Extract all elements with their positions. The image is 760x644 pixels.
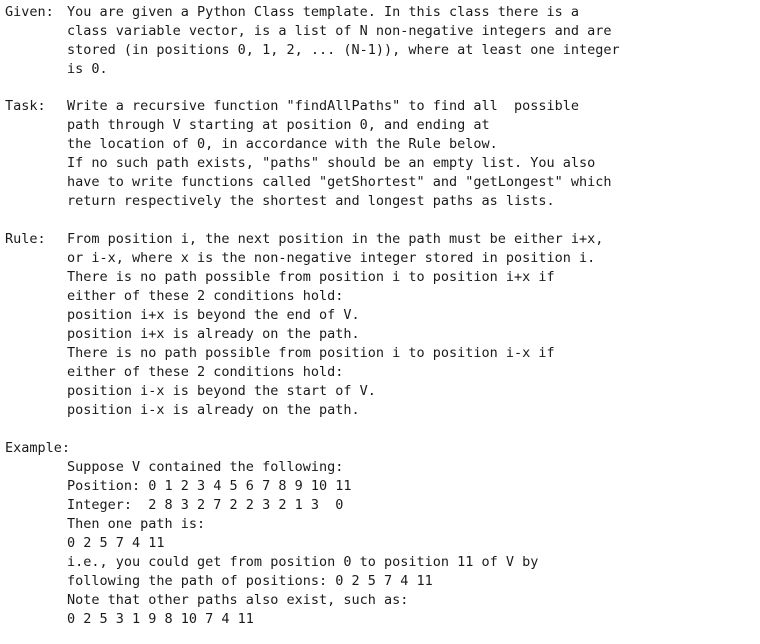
given-line-4: is 0. [67, 61, 108, 77]
rule-line-10: position i-x is already on the path. [67, 402, 360, 418]
example-line-1: Suppose V contained the following: [67, 459, 344, 475]
rule-label: Rule: [5, 231, 46, 247]
task-line-2: path through V starting at position 0, and ending at [67, 117, 490, 133]
rule-line-7: There is no path possible from position i to position i-x if [67, 345, 555, 361]
example-line-6: i.e., you could get from position 0 to position 11 of V by [67, 554, 539, 570]
task-line-1: Write a recursive function "findAllPaths" to find all possible [67, 98, 580, 114]
example-line-2: Position: 0 1 2 3 4 5 6 7 8 9 10 11 [67, 478, 352, 494]
given-label: Given: [5, 4, 54, 20]
rule-line-4: either of these 2 conditions hold: [67, 288, 344, 304]
rule-line-8: either of these 2 conditions hold: [67, 364, 344, 380]
task-label: Task: [5, 98, 46, 114]
rule-line-9: position i-x is beyond the start of V. [67, 383, 376, 399]
task-line-3: the location of 0, in accordance with the Rule below. [67, 136, 498, 152]
given-line-3: stored (in positions 0, 1, 2, ... (N-1)), where at least one integer [67, 42, 620, 58]
given-line-2: class variable vector, is a list of N non-negative integers and are [67, 23, 612, 39]
rule-line-6: position i+x is already on the path. [67, 326, 360, 342]
rule-line-5: position i+x is beyond the end of V. [67, 307, 360, 323]
rule-line-3: There is no path possible from position i to position i+x if [67, 269, 555, 285]
example-line-8: Note that other paths also exist, such as: [67, 592, 409, 608]
given-line-1: You are given a Python Class template. In this class there is a [67, 4, 580, 20]
example-line-4: Then one path is: [67, 516, 206, 532]
example-line-3: Integer: 2 8 3 2 7 2 2 3 2 1 3 0 [67, 497, 344, 513]
rule-line-2: or i-x, where x is the non-negative integer stored in position i. [67, 250, 596, 266]
example-line-9: 0 2 5 3 1 9 8 10 7 4 11 [67, 611, 254, 627]
task-line-5: have to write functions called "getShortest" and "getLongest" which [67, 174, 612, 190]
example-line-7: following the path of positions: 0 2 5 7 4 11 [67, 573, 433, 589]
example-label: Example: [5, 440, 71, 456]
example-line-5: 0 2 5 7 4 11 [67, 535, 165, 551]
task-line-4: If no such path exists, "paths" should be an empty list. You also [67, 155, 596, 171]
task-line-6: return respectively the shortest and longest paths as lists. [67, 193, 555, 209]
rule-line-1: From position i, the next position in the path must be either i+x, [67, 231, 604, 247]
